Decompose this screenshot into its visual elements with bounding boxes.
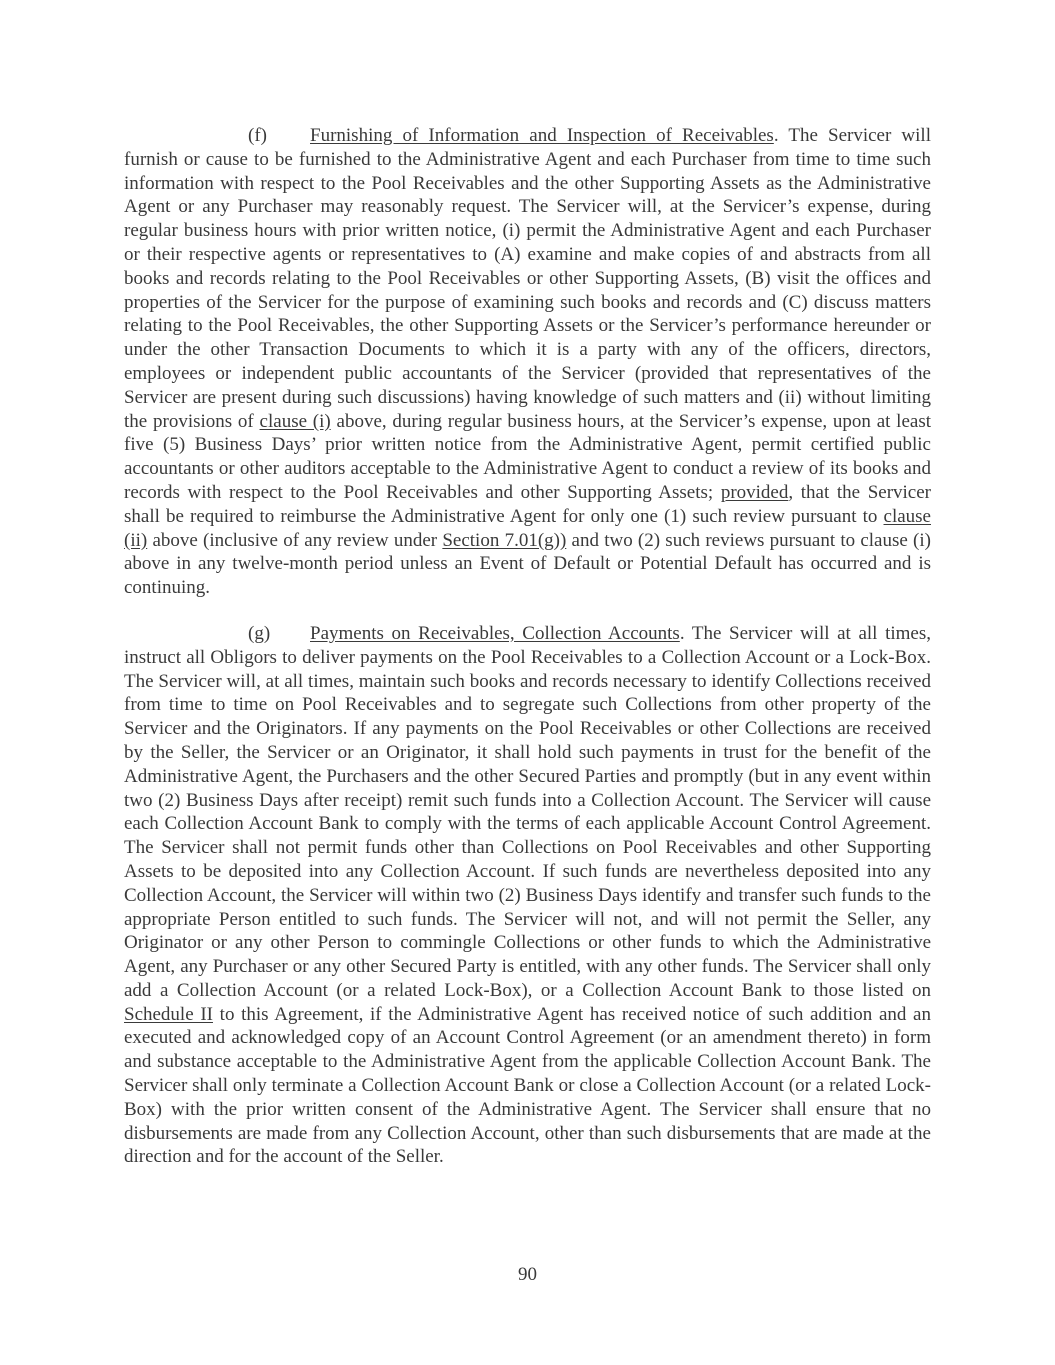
section-g-heading: Payments on Receivables, Collection Accounts — [310, 622, 680, 644]
section-g-text-1: . The Servicer will at all times, instruct all Obligors to deliver payments on the Pool Receivables to a Collection Account or a Lock-Box. The Servicer will, at all times, maintain such books and records necessary to identify Collections received from time to time on Pool Receivables and to segregate such Collections from other property of the Servicer and the Originators. If any payments on the Pool Receivables or other Collections are received by the Seller, the Servicer or an Originator, it shall hold such payments in trust for the benefit of the Administrative Agent, the Purchasers and the other Secured Parties and promptly (but in any event within two (2) Business Days after receipt) remit such funds into a Collection Account. The Servicer will cause each Collection Account Bank to comply with the terms of each applicable Account Control Agreement. The Servicer shall not permit funds other than Collections on Pool Receivables and other Supporting Assets to be deposited into any Collection Account. If such funds are nevertheless deposited into any Collection Account, the Servicer will within two (2) Business Days identify and transfer such funds to the appropriate Person entitled to such funds. The Servicer will not, and will not permit the Seller, any Originator or any other Person to commingle Collections or other funds to which the Administrative Agent, any Purchaser or any other Secured Party is entitled, with any other funds. The Servicer shall only add a Collection Account (or a related Lock-Box), or a Collection Account Bank to those listed on — [124, 622, 932, 1001]
page-number: 90 — [518, 1264, 537, 1285]
section-f-text-2: above, during regular business hours, at the Servicer’s expense, upon at least five (5) Business Days’ prior written notice from the Administrative Agent, permit certified public accountants or other auditors acceptable to the Administrative Agent to conduct a review of its books and records with respect to the Pool Receivables and other Supporting Assets; — [124, 410, 931, 503]
section-g-label: (g) — [248, 622, 271, 644]
section-f-text-1: . The Servicer will furnish or cause to be furnished to the Administrative Agent and each Purchaser from time to time such information with respect to the Pool Receivables and the other Supporting Assets as the Administrative Agent or any Purchaser may reasonably request. The Servicer will, at the Servicer’s expense, during regular business hours with prior written notice, (i) permit the Administrative Agent and each Purchaser or their respective agents or representatives to (A) examine and make copies of and abstracts from all books and records relating to the Pool Receivables or other Supporting Assets, (B) visit the offices and properties of the Servicer for the purpose of examining such books and records and (C) discuss matters relating to the Pool Receivables, the other Supporting Assets or the Servicer’s performance hereunder or under the other Transaction Documents to which it is a party with any of the officers, directors, employees or independent public accountants of the Servicer (provided that representatives of the Servicer are present during such discussions) having knowledge of such matters and (ii) without limiting the provisions of — [124, 125, 931, 432]
section-7-01-g-reference: Section 7.01(g)) — [442, 529, 567, 551]
section-f-label: (f) — [248, 125, 267, 146]
section-f-text-3: , that the Servicer shall be required to reimburse the Administrative Agent for only one (1) such review pursuant to — [124, 481, 931, 527]
section-f-paragraph — [124, 124, 931, 600]
clause-ii-reference: clause (ii) — [124, 505, 931, 551]
section-g-text-2: to this Agreement, if the Administrative Agent has received notice of such addition and an executed and acknowledged copy of an Account Control Agreement (or an amendment thereto) in form and substance acceptable to the Administrative Agent from the applicable Collection Account Bank. The Servicer shall only terminate a Collection Account Bank or close a Collection Account (or a related Lock-Box) with the prior written consent of the Administrative Agent. The Servicer shall ensure that no disbursements are made from any Collection Account, other than such disbursements that are made at the direction and for the account of the Seller. — [124, 1003, 931, 1168]
section-f-text-5: and two (2) such reviews pursuant to clause (i) above in any twelve-month period unless an Event of Default or Potential Default has occurred and is continuing. — [124, 529, 931, 599]
section-g-paragraph — [124, 622, 931, 1169]
clause-i-reference: clause (i) — [259, 410, 331, 432]
schedule-ii-reference: Schedule II — [124, 1003, 213, 1025]
document-page — [124, 124, 931, 1169]
section-f-heading: Furnishing of Information and Inspection of Receivables — [310, 125, 774, 146]
provided-term: provided — [720, 481, 789, 503]
section-f-text-4: above (inclusive of any review under — [147, 529, 443, 551]
